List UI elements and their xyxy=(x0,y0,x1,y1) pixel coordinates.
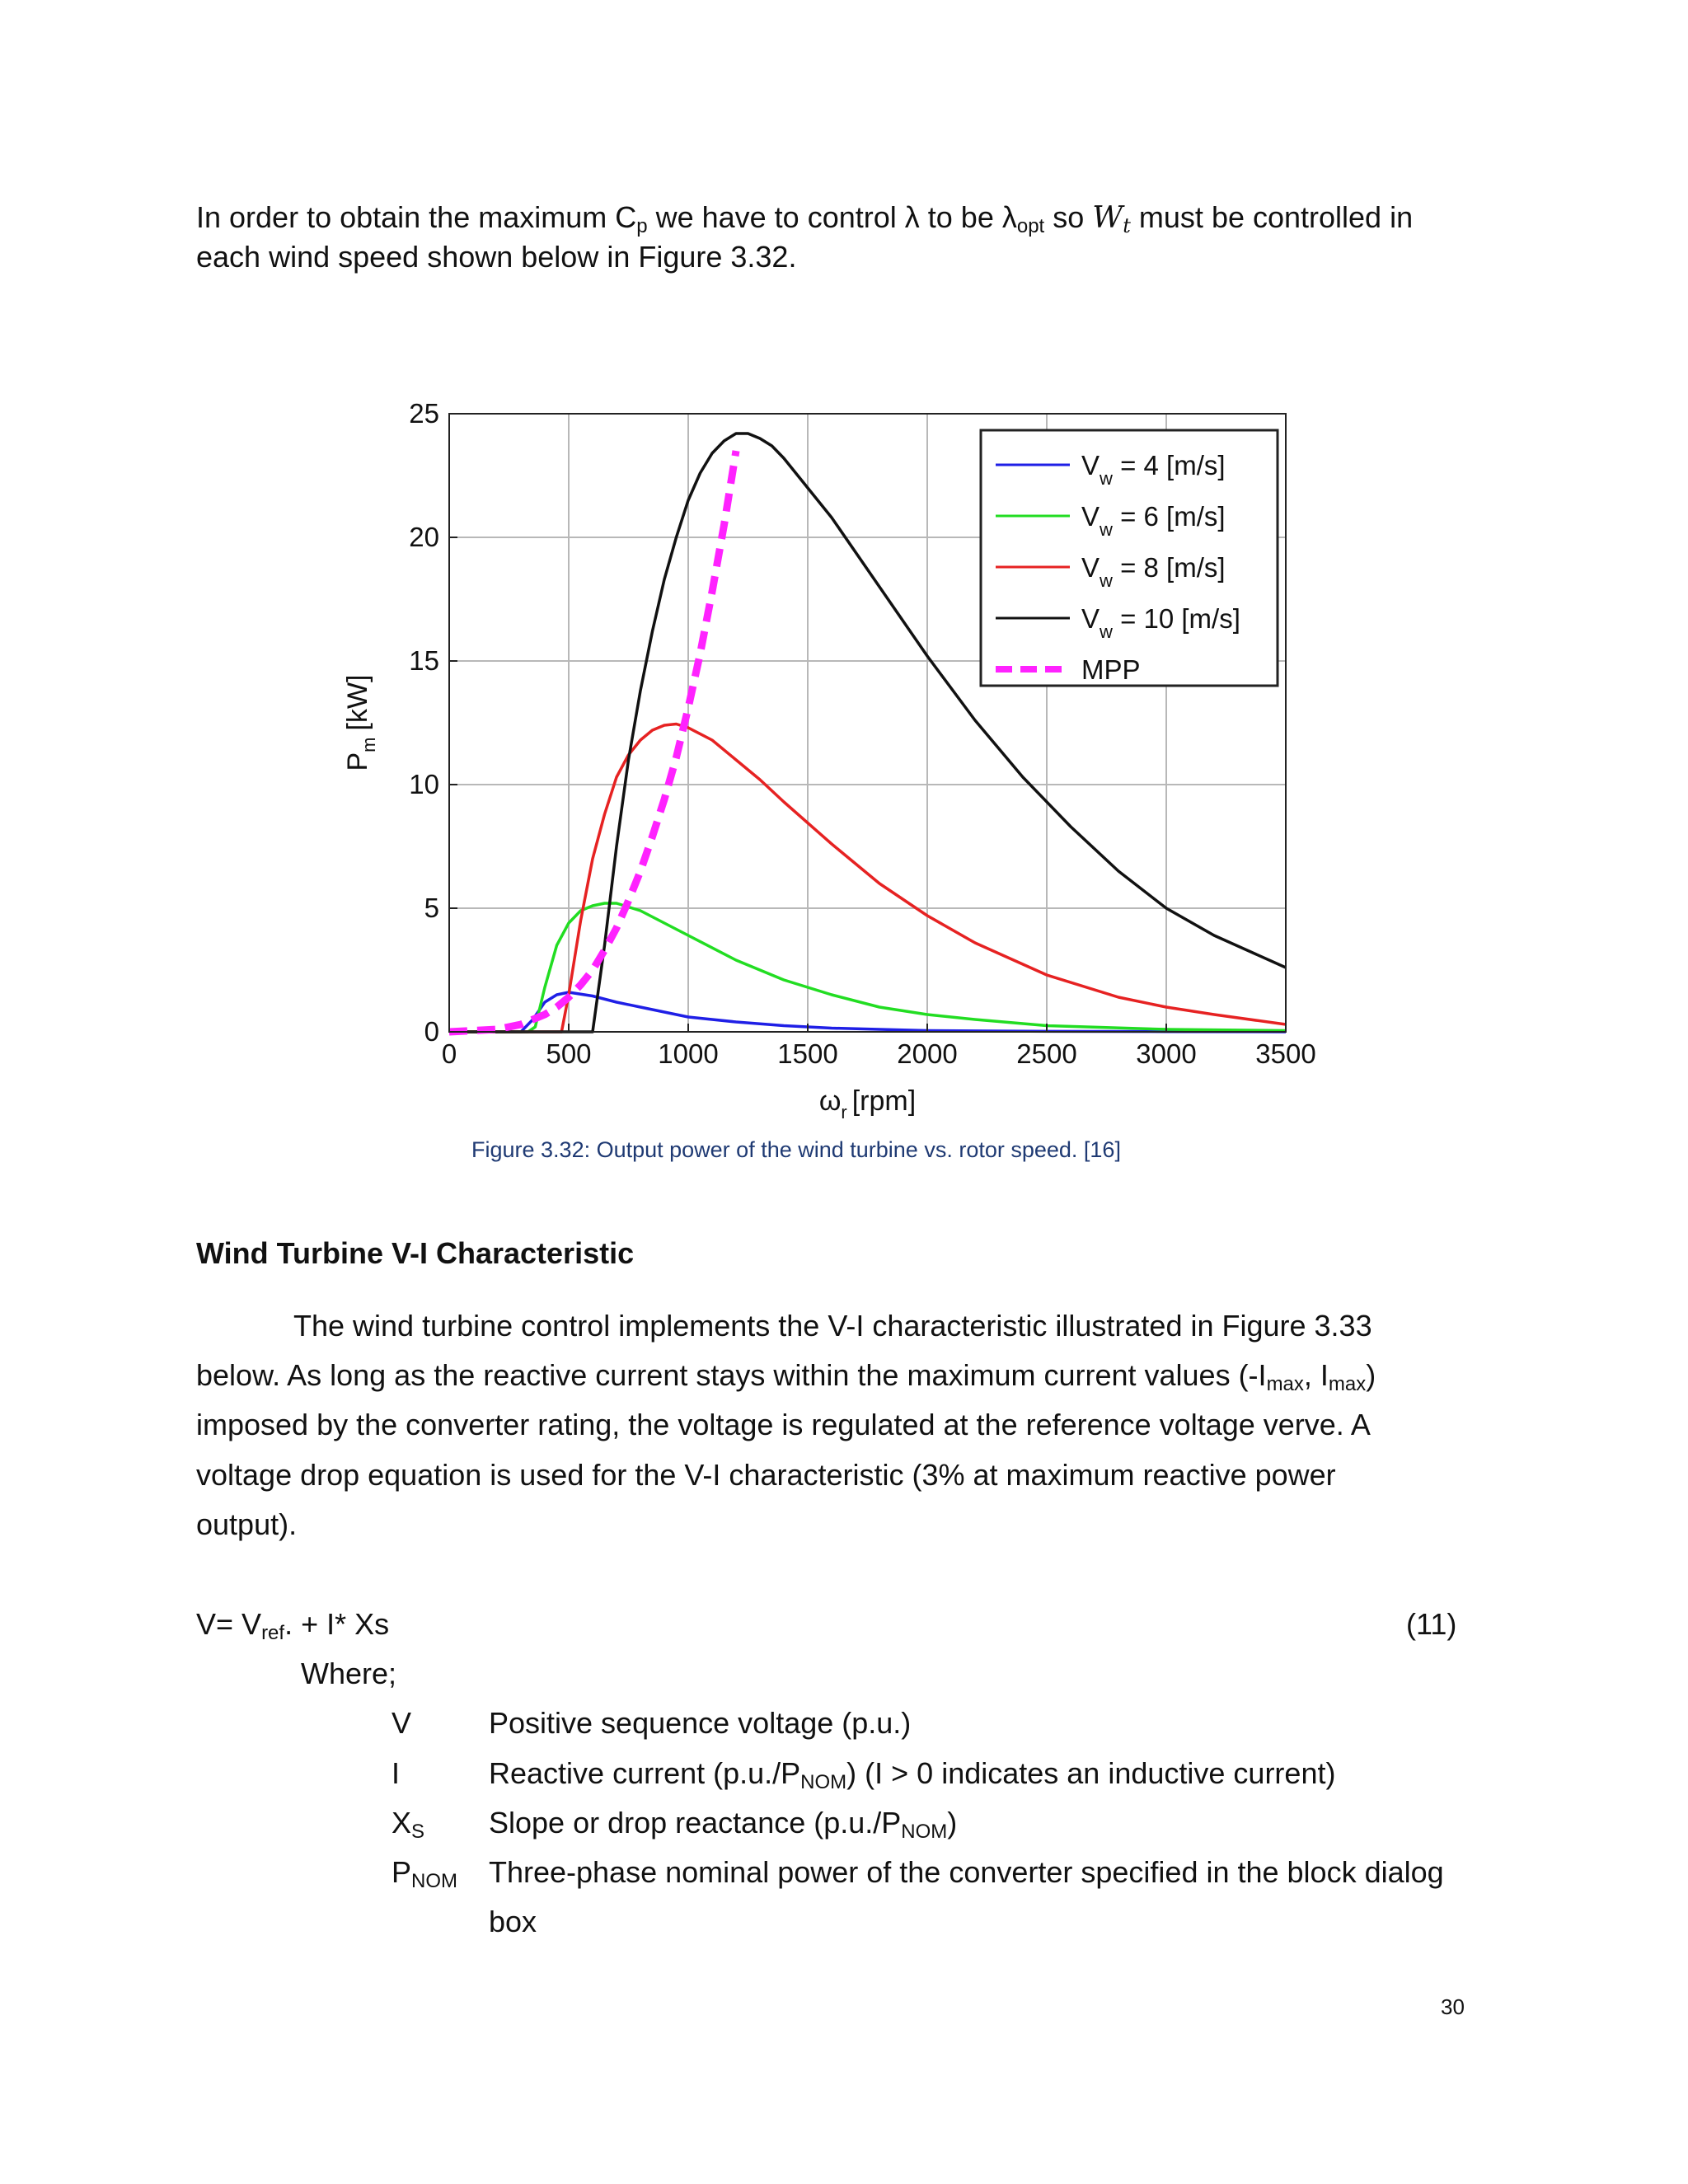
x-tick-label: 2500 xyxy=(1016,1038,1077,1069)
para-line-5: output). xyxy=(196,1507,298,1541)
y-tick-label: 10 xyxy=(409,769,439,799)
intro-text: In order to obtain the maximum C xyxy=(196,200,637,234)
equation-text: . + I* Xs xyxy=(284,1607,390,1641)
legend-label: $V_w = 4$ [m/s] xyxy=(1081,450,1226,489)
wt-symbol: W xyxy=(1092,201,1123,235)
legend-label: $V_w = 8$ [m/s] xyxy=(1081,552,1226,591)
subscript: max xyxy=(1328,1373,1367,1395)
x-tick-label: 3000 xyxy=(1136,1038,1197,1069)
intro-text: we have to control λ to be λ xyxy=(647,200,1017,234)
def-symbol-i: I xyxy=(392,1756,401,1790)
x-tick-label: 0 xyxy=(441,1038,457,1069)
def-desc-pnom: Three-phase nominal power of the converter specified in the block dialog xyxy=(489,1855,1444,1889)
x-tick-label: 3500 xyxy=(1255,1038,1316,1069)
intro-text: must be controlled in xyxy=(1130,200,1414,234)
y-tick-label: 5 xyxy=(424,893,439,923)
para-line-1: The wind turbine control implements the V-I characteristic illustrated in Figure 3.33 xyxy=(293,1309,1372,1343)
subscript: p xyxy=(636,215,648,237)
figure-caption: Figure 3.32: Output power of the wind turbine vs. rotor speed. [16] xyxy=(471,1137,1121,1162)
legend-label: $V_w = 6$ [m/s] xyxy=(1081,501,1226,540)
x-tick-label: 2000 xyxy=(897,1038,958,1069)
x-tick-label: 500 xyxy=(546,1038,592,1069)
intro-line-2: each wind speed shown below in Figure 3.32. xyxy=(196,240,797,274)
para-line-4: voltage drop equation is used for the V-I characteristic (3% at maximum reactive power xyxy=(196,1458,1336,1492)
def-desc-pnom-line2: box xyxy=(489,1905,537,1938)
subscript: max xyxy=(1266,1373,1304,1395)
equation xyxy=(196,1605,389,1653)
equation-text: V= V xyxy=(196,1607,262,1641)
chart-legend xyxy=(981,430,1278,686)
intro-text: so xyxy=(1044,200,1093,234)
subscript: ref xyxy=(261,1622,285,1644)
def-symbol-v: V xyxy=(392,1706,412,1740)
x-tick-label: 1000 xyxy=(658,1038,719,1069)
para-line-3: imposed by the converter rating, the voltage is regulated at the reference voltage verve. A xyxy=(196,1408,1371,1441)
page-number: 30 xyxy=(1441,1994,1465,2019)
equation-number: (11) xyxy=(1406,1607,1457,1641)
subscript: opt xyxy=(1016,215,1045,237)
x-axis-label: $\omega_r$ [rpm] xyxy=(818,1085,917,1122)
subscript: t xyxy=(1123,214,1131,237)
para-text: ) xyxy=(1366,1358,1376,1392)
y-tick-label: 15 xyxy=(409,645,439,676)
x-tick-label: 1500 xyxy=(777,1038,838,1069)
para-text: below. As long as the reactive current stays within the maximum current values (-I xyxy=(196,1358,1267,1392)
power-vs-speed-chart xyxy=(313,387,1335,1146)
y-tick-label: 0 xyxy=(424,1016,439,1047)
y-tick-label: 25 xyxy=(409,398,439,429)
def-symbol-pnom: $P_{NOM}$ xyxy=(392,1855,458,1892)
legend-label: MPP xyxy=(1081,654,1141,685)
def-symbol-xs: $X_S$ xyxy=(392,1806,425,1843)
para-text: , I xyxy=(1303,1358,1329,1392)
section-heading: Wind Turbine V-I Characteristic xyxy=(196,1236,635,1270)
def-desc-xs: Slope or drop reactance $(p.u./P_{NOM})$ xyxy=(489,1806,958,1843)
def-desc-v: Positive sequence voltage (p.u.) xyxy=(489,1706,912,1740)
legend-label: $V_w = 10$ [m/s] xyxy=(1081,603,1240,642)
where-label: Where; xyxy=(301,1657,397,1690)
para-line-2 xyxy=(196,1356,1376,1404)
y-tick-label: 20 xyxy=(409,522,439,552)
def-desc-i: Reactive current $(p.u./P_{NOM}) (I > 0$ indicates an inductive current) xyxy=(489,1756,1336,1793)
y-axis-label: $P_m[kW]$ xyxy=(342,674,379,771)
